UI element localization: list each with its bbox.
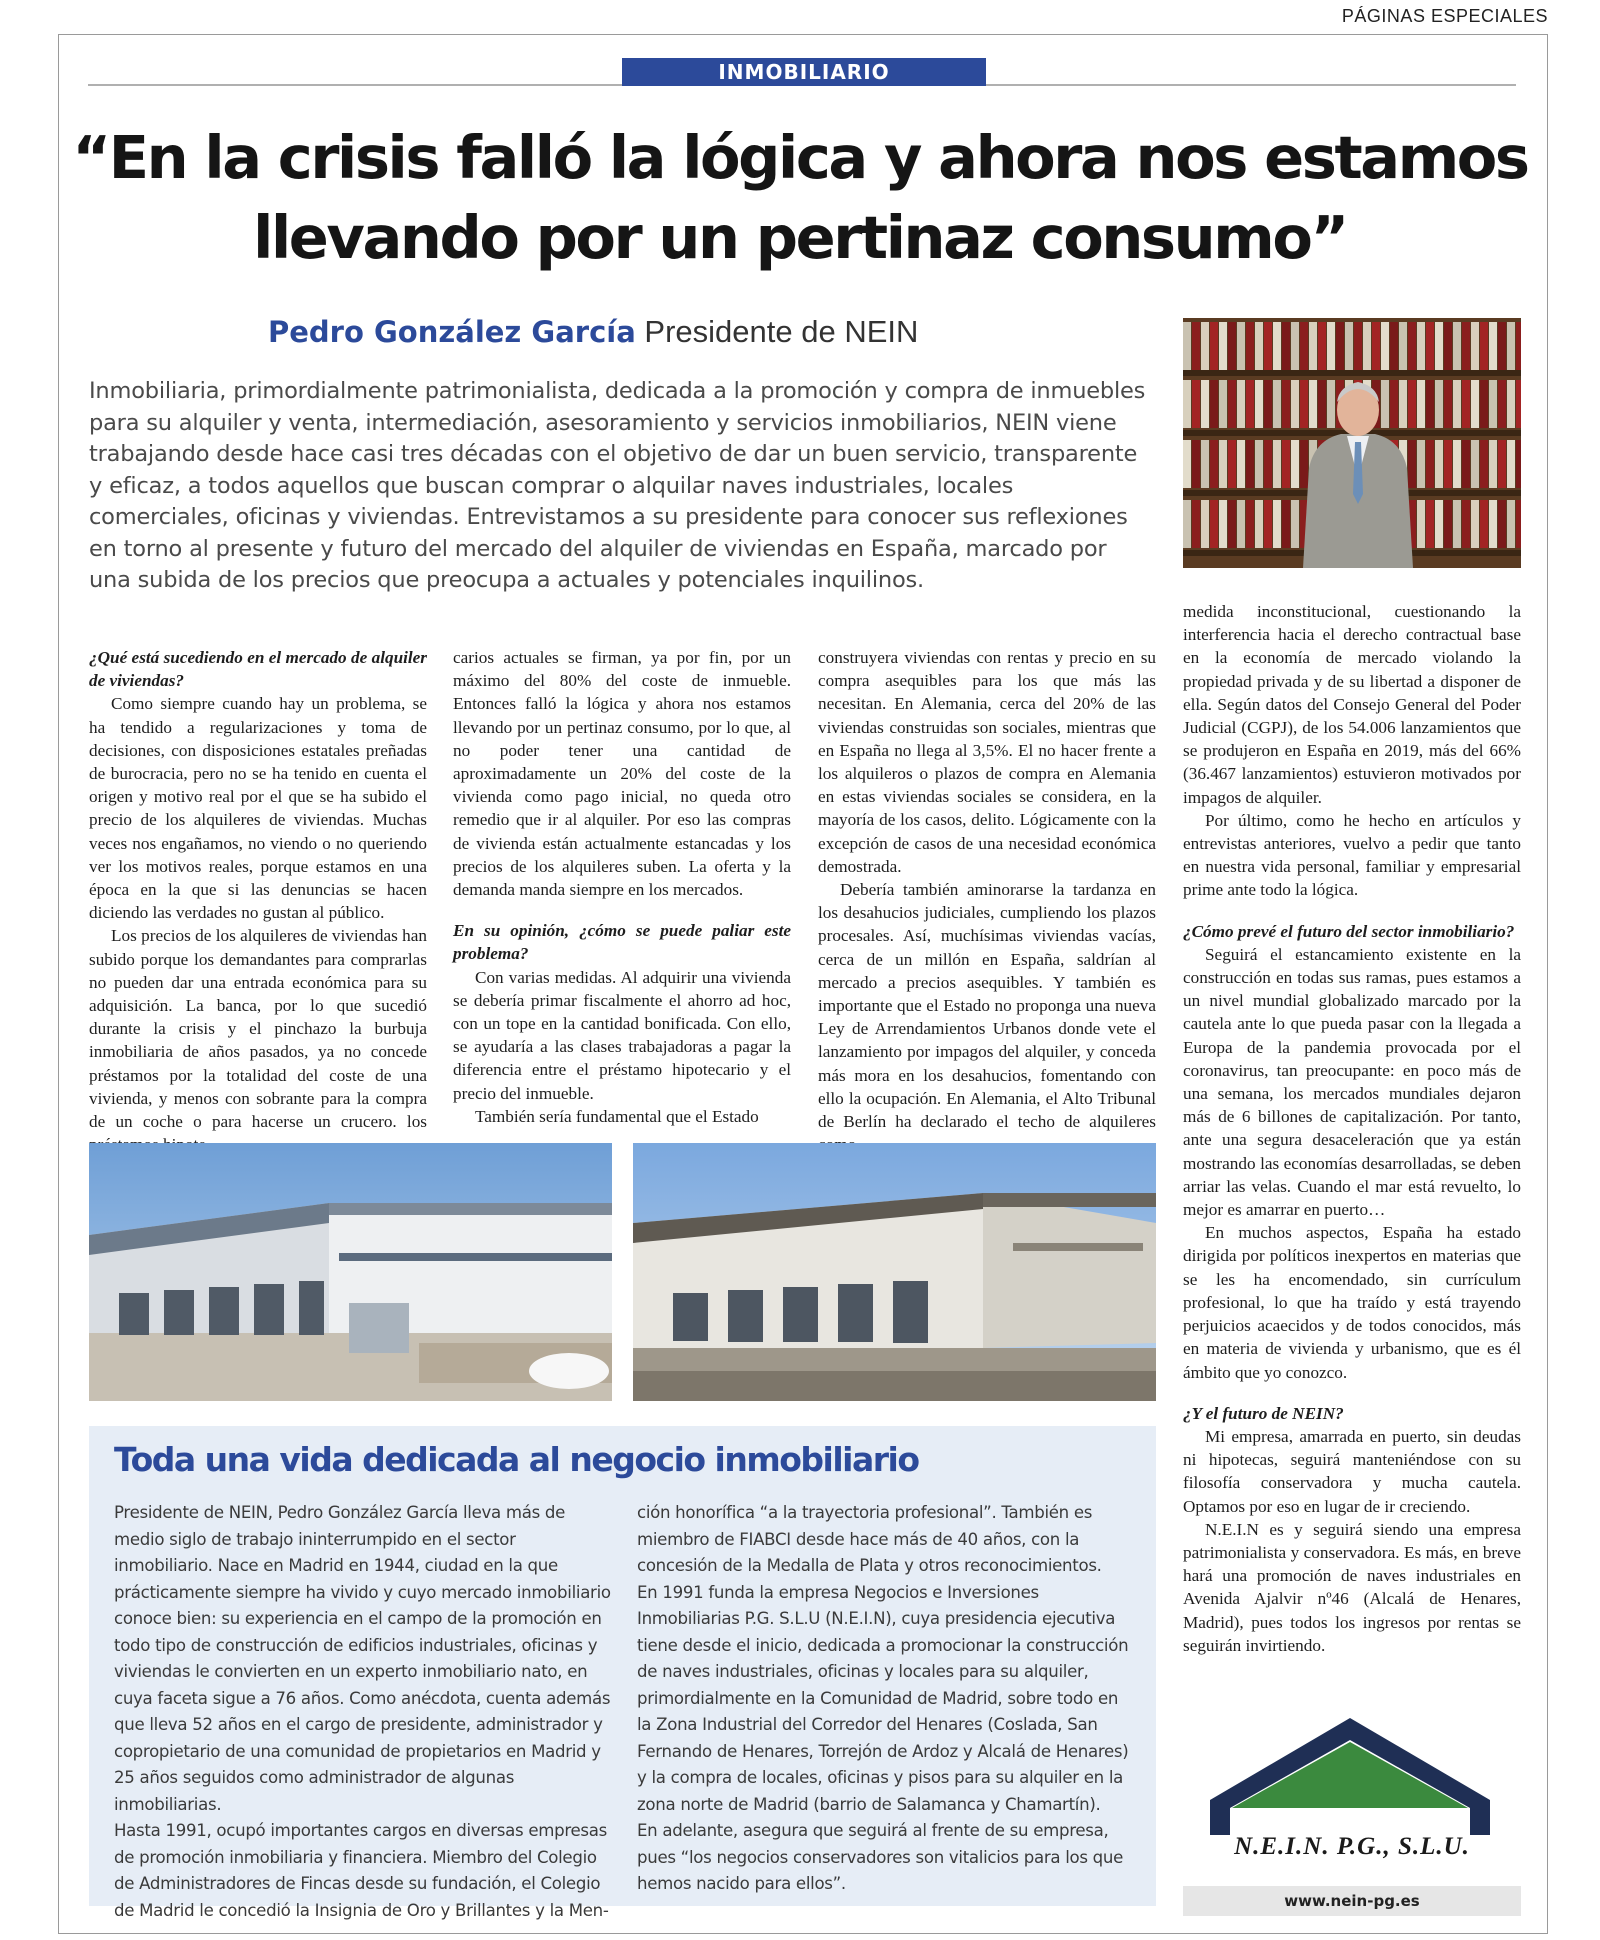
question-2: En su opinión, ¿cómo se puede paliar este problema? <box>453 921 791 964</box>
answer-paragraph: Con varias medidas. Al adquirir una vivienda se debería primar fiscalmente el ahorro ad hoc, con un tope en la cantidad bonificada. Con ello, se ayudaría a las clases trabajadoras a pagar la diferencia entre el préstamo hipotecario y el precio del inmueble. <box>453 967 791 1103</box>
interviewee-role: Presidente de NEIN <box>644 314 919 349</box>
answer-paragraph: Mi empresa, amarrada en puerto, sin deudas ni hipotecas, seguirá manteniéndose con su filosofía conservadora y mucha cautela. Optamos por eso en lugar de ir creciendo. <box>1183 1426 1521 1516</box>
question-4: ¿Y el futuro de NEIN? <box>1183 1403 1344 1423</box>
question-1: ¿Qué está sucediendo en el mercado de alquiler de viviendas? <box>89 648 427 691</box>
category-label: INMOBILIARIO <box>622 58 986 86</box>
section-label: PÁGINAS ESPECIALES <box>1341 6 1548 26</box>
headline <box>70 118 1530 278</box>
bio-paragraph: Hasta 1991, ocupó importantes cargos en diversas empresas de promoción inmobiliaria y financiera. Miembro del Colegio de Administradores de Fincas desde su fundación, el Colegio de Madrid le concedió la Insignia de Oro y Brillantes y la Men- <box>114 1821 609 1920</box>
article-column-4 <box>1183 600 1521 1657</box>
answer-paragraph: Por último, como he hecho en artículos y entrevistas anteriores, vuelvo a pedir que tanto en nuestra vida personal, familiar y empresarial prime ante todo la lógica. <box>1183 810 1521 900</box>
headline-line-2: llevando por un pertinaz consumo” <box>253 203 1347 272</box>
article-column-2 <box>453 646 791 1128</box>
industrial-building-photo-right <box>633 1143 1156 1401</box>
byline <box>268 314 918 350</box>
building-illustration-left <box>89 1143 612 1401</box>
intro-paragraph: Inmobiliaria, primordialmente patrimonialista, dedicada a la promoción y compra de inmuebles para su alquiler y venta, intermediación, asesoramiento y servicios inmobiliarios, NEIN viene trabajando desde hace casi tres décadas con el objetivo de dar un buen servicio, transparente y eficaz, a todos aquellos que buscan comprar o alquilar naves industriales, locales comerciales, oficinas y viviendas. Entrevistamos a su presidente para conocer sus reflexiones en torno al presente y futuro del mercado del alquiler de viviendas en España, marcado por una subida de los precios que preocupa a actuales y potenciales inquilinos. <box>89 378 1146 593</box>
answer-paragraph: Debería también aminorarse la tardanza en los desahucios judiciales, cumpliendo los plazos procesales. Así, muchísimas viviendas vacías, cerca de un millón en España, saldrían al mercado a precios asequibles. Y también es importante que el Estado no proponga una nueva Ley de Arrendamientos Urbanos donde vete el lanzamiento por impagos del alquiler, y conceda más mora en los desahucios, fomentando con ello la ocupación. En Alemania, el Alto Tribunal de Berlín ha declarado el techo de alquileres <box>818 880 1156 1132</box>
bio-paragraph: En 1991 funda la empresa Negocios e Inversiones Inmobiliarias P.G. S.L.U (N.E.I.N), cuya presidencia ejecutiva tiene desde el inicio, dedicada a promocionar la construcción de naves industriales, oficinas y locales para su alquiler, primordialmente en la Comunidad de Madrid, sobre todo en la Zona Industrial del Corredor del Henares (Coslada, San Fernando de Henares, Torrejón de Ardoz y Alcalá de Henares) y la compra de locales, oficinas y pisos para su alquiler en la zona norte de Madrid (barrio de Salamanca y Chamartín). <box>637 1582 1129 1814</box>
portrait-illustration <box>1183 318 1521 568</box>
answer-paragraph: En muchos aspectos, España ha estado dirigida por políticos inexpertos en materias que se les ha encomendado, sin currículum profesional, lo que ha traído y está trayendo perjuicios acaecidos y de todos conocidos, más en materia de vivienda y urbanismo, que es él ámbito que yo conozco. <box>1183 1223 1521 1382</box>
bio-paragraph: Presidente de NEIN, Pedro González García lleva más de medio siglo de trabajo ininterrumpido en el sector inmobiliario. Nace en Madrid en 1944, ciudad en la que prácticamente siempre ha vivido y cuyo mercado inmobiliario conoce bien: su experiencia en el campo de la promoción en todo tipo de construcción de edificios industriales, oficinas y viviendas le convierten en un experto inmobiliario nato, en cuya faceta sigue a 76 años. Como anécdota, cuenta además que lleva 52 años en el cargo de presidente, administrador y copropietario de una comunidad de propietarios en Madrid y 25 años seguidos como administrador de algunas inmobiliarias. <box>114 1503 611 1814</box>
answer-paragraph: medida inconstitucional, cuestionando la interferencia hacia el derecho contractual base en la economía de mercado violando la propiedad privada y de su libertad a disponer de ella. Según datos del Consejo General del Poder Judicial (CGPJ), de los 54.006 lanzamientos que se produjeron en España en 2019, más del 66% (36.467 lanzamientos) estuvieron motivados por impagos de alquiler. <box>1183 602 1521 807</box>
bio-title: Toda una vida dedicada al negocio inmobiliario <box>114 1440 919 1479</box>
answer-paragraph: Los precios de los alquileres de viviendas han subido porque los demandantes para comprarlas no pueden dar una entrada económica para su adquisición. La banca, por lo que sucedió durante la crisis y el pinchazo la burbuja inmobiliaria de años pasados, ya no concede préstamos por la totalidad del coste de una vivienda, y menos con sobrante para la compra de un coche o para hacerse un crucero. los <box>89 926 427 1132</box>
answer-paragraph: Seguirá el estancamiento existente en la construcción en todas sus ramas, pues estamos a un nivel mundial globalizado marcado por la cautela ante lo que pueda pasar con la llegada a Europa de la pandemia provocada por el coronavirus, tan preocupante: en poco más de una semana, los mercados mundiales dejaron más de 6 billones de capitalización. Por tanto, ante una segura desaceleración que ya están mostrando las economías desarrolladas, se deben arriar las velas. Cuando el mar está revuelto, lo mejor es amarrar en puerto… <box>1183 944 1521 1220</box>
company-website: www.nein-pg.es <box>1183 1886 1521 1916</box>
article-column-1 <box>89 646 427 1156</box>
answer-paragraph: Como siempre cuando hay un problema, se ha tendido a regularizaciones y toma de decisiones, con disposiciones estatales preñadas de burocracia, pero no se ha tenido en cuenta el origen y motivo real por el que se ha subido el precio de los alquileres de viviendas. Muchas veces nos engañamos, no viendo o no queriendo ver los motivos reales, porque estamos en una época en la que si las denuncias se hacen diciendo las verdades no gustan al público. <box>89 694 427 923</box>
answer-paragraph: construyera viviendas con rentas y precio en su compra asequibles para los que más las necesitan. En Alemania, cerca del 20% de las viviendas construidas son sociales, mientras que en España no llega al 3,5%. El no hacer frente a los alquileros o plazos de compra en Alemania en estas viviendas sociales se considera, en la mayoría de los casos, delito. Lógicamente con la excepción de casos de una necesidad económica demostrada. <box>818 648 1156 876</box>
bio-paragraph: ción honorífica “a la trayectoria profesional”. También es miembro de FIABCI desde hace más de 40 años, con la concesión de la Medalla de Plata y otros reconocimientos. <box>637 1503 1102 1575</box>
bio-paragraph: En adelante, asegura que seguirá al frente de su empresa, pues “los negocios conservadores son vitalicios para los que hemos nacido para ellos”. <box>637 1821 1124 1893</box>
portrait-photo <box>1183 318 1521 568</box>
bio-column-left <box>114 1500 614 1924</box>
answer-paragraph: También sería fundamental que el Estado <box>475 1106 759 1126</box>
company-logo-name: N.E.I.N. P.G., S.L.U. <box>1234 1833 1470 1860</box>
answer-paragraph: N.E.I.N es y seguirá siendo una empresa patrimonialista y conservadora. Es más, en breve hará una promoción de naves industriales en Avenida Ajalvir nº46 (Alcalá de Henares, Madrid), pues todos los ingresos por rentas se seguirán invirtiendo. <box>1183 1519 1521 1655</box>
interviewee-name: Pedro González García <box>268 315 636 349</box>
industrial-building-photo-left <box>89 1143 612 1401</box>
article-column-3 <box>818 646 1156 1156</box>
question-3: ¿Cómo prevé el futuro del sector inmobiliario? <box>1183 921 1515 941</box>
building-illustration-right <box>633 1143 1156 1401</box>
bio-column-right <box>637 1500 1137 1898</box>
headline-line-1: “En la crisis falló la lógica y ahora nos estamos <box>72 123 1528 192</box>
answer-paragraph: carios actuales se firman, ya por fin, por un máximo del 80% del coste de inmueble. Entonces falló la lógica y ahora nos estamos llevando por un pertinaz consumo, por lo que, al no poder tener una cantidad de aproximadamente un 20% del coste de la vivienda como pago inicial, no queda otro remedio que ir al alquiler. Por eso las compras de vivienda están actualmente estancadas y los precios de los alquileres suben. La oferta y la demanda manda siempre en los mercados. <box>453 648 791 900</box>
